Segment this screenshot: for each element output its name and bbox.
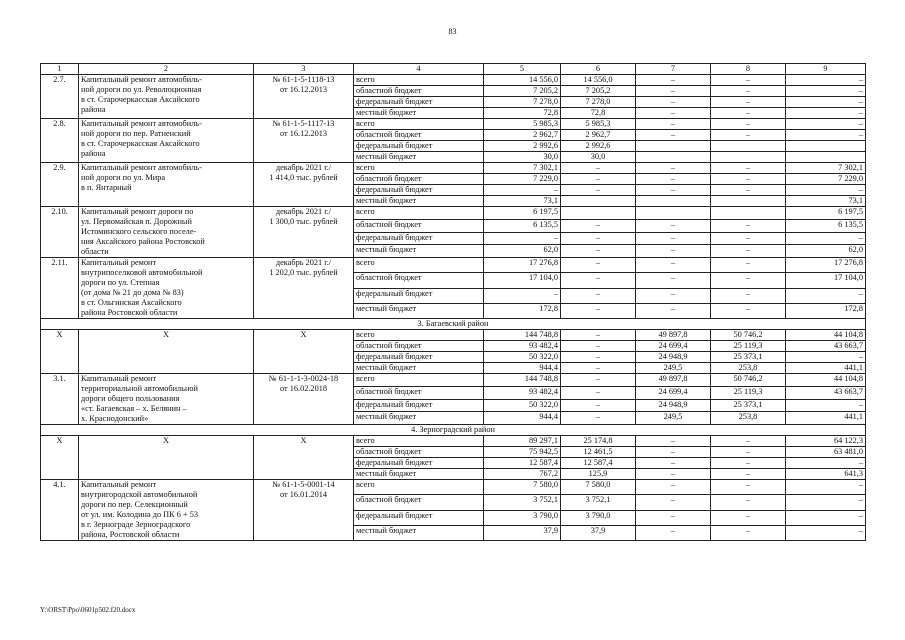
file-path-footer: Y:\ORST\Ppo\0601p502.f20.docx: [40, 606, 136, 614]
amount-cell: –: [636, 185, 711, 196]
amount-cell: –: [561, 399, 636, 412]
table-row: [41, 207, 866, 220]
amount-cell: 25 119,3: [711, 386, 786, 399]
amount-cell: –: [636, 245, 711, 258]
item-name: Капитальный ремонт внутрипоселковой автомобильной дороги по ул. Степная (от дома № 21 до дома № 83) в ст. Ольгинская Аксайского района Ростовской области: [79, 258, 254, 319]
header-row: [41, 64, 866, 75]
column-number: 4: [354, 64, 484, 75]
amount-cell: 24 699,4: [636, 386, 711, 399]
amount-cell: 3 752,1: [561, 495, 636, 510]
amount-cell: 24 948,9: [636, 399, 711, 412]
amount-cell: –: [561, 232, 636, 245]
item-document: Х: [254, 436, 354, 480]
amount-cell: 63 481,0: [786, 447, 866, 458]
amount-cell: 172,8: [786, 303, 866, 318]
funding-source: федеральный бюджет: [354, 185, 484, 196]
amount-cell: 249,5: [636, 363, 711, 374]
amount-cell: –: [561, 341, 636, 352]
amount-cell: 2 962,7: [484, 130, 561, 141]
amount-cell: –: [711, 288, 786, 303]
column-number: 6: [561, 64, 636, 75]
amount-cell: 25 373,1: [711, 352, 786, 363]
amount-cell: 25 174,8: [561, 436, 636, 447]
amount-cell: 5 985,3: [484, 119, 561, 130]
column-number: 2: [79, 64, 254, 75]
funding-source: местный бюджет: [354, 196, 484, 207]
funding-source: областной бюджет: [354, 386, 484, 399]
amount-cell: [636, 207, 711, 220]
funding-source: местный бюджет: [354, 303, 484, 318]
amount-cell: –: [484, 232, 561, 245]
amount-cell: 89 297,1: [484, 436, 561, 447]
section-row: [41, 319, 866, 330]
funding-source: местный бюджет: [354, 108, 484, 119]
funding-source: областной бюджет: [354, 341, 484, 352]
amount-cell: –: [636, 258, 711, 273]
amount-cell: 441,1: [786, 363, 866, 374]
amount-cell: –: [484, 185, 561, 196]
amount-cell: 44 104,8: [786, 374, 866, 387]
amount-cell: 25 119,3: [711, 341, 786, 352]
funding-source: местный бюджет: [354, 525, 484, 540]
amount-cell: 641,3: [786, 469, 866, 480]
amount-cell: 14 556,0: [484, 75, 561, 86]
page-number: 83: [448, 27, 457, 36]
amount-cell: 12 461,5: [561, 447, 636, 458]
funding-source: всего: [354, 436, 484, 447]
amount-cell: –: [636, 480, 711, 495]
amount-cell: 253,8: [711, 363, 786, 374]
amount-cell: 30,0: [561, 152, 636, 163]
amount-cell: [711, 207, 786, 220]
item-name: Капитальный ремонт внутригородской автомобильной дороги по пер. Селекционный от ул. им. Колодина до ПК 6 + 53 в г. Зернограде Зерноградского района, Ростовской области: [79, 480, 254, 541]
amount-cell: 7 580,0: [561, 480, 636, 495]
amount-cell: –: [786, 352, 866, 363]
amount-cell: –: [711, 97, 786, 108]
amount-cell: 7 302,1: [786, 163, 866, 174]
amount-cell: –: [786, 399, 866, 412]
amount-cell: –: [636, 163, 711, 174]
amount-cell: –: [636, 525, 711, 540]
funding-source: местный бюджет: [354, 363, 484, 374]
amount-cell: –: [561, 330, 636, 341]
amount-cell: 17 104,0: [786, 273, 866, 288]
amount-cell: [711, 196, 786, 207]
amount-cell: –: [711, 480, 786, 495]
funding-source: федеральный бюджет: [354, 458, 484, 469]
item-number: 2.8.: [41, 119, 79, 163]
amount-cell: 253,8: [711, 412, 786, 425]
amount-cell: 7 278,0: [561, 97, 636, 108]
item-name: Капитальный ремонт территориальной автомобильной дороги общего пользования «ст. Багаевская – х. Белянин – х. Краснодонский»: [79, 374, 254, 425]
amount-cell: –: [636, 232, 711, 245]
amount-cell: 6 135,5: [786, 219, 866, 232]
amount-cell: –: [711, 232, 786, 245]
amount-cell: 7 278,0: [484, 97, 561, 108]
column-number: 1: [41, 64, 79, 75]
amount-cell: 767,2: [484, 469, 561, 480]
funding-source: федеральный бюджет: [354, 399, 484, 412]
amount-cell: –: [711, 119, 786, 130]
item-number: 4.1.: [41, 480, 79, 541]
amount-cell: –: [636, 510, 711, 525]
amount-cell: –: [636, 130, 711, 141]
column-number: 8: [711, 64, 786, 75]
amount-cell: –: [711, 495, 786, 510]
amount-cell: 44 104,8: [786, 330, 866, 341]
amount-cell: 50 322,0: [484, 399, 561, 412]
amount-cell: –: [711, 510, 786, 525]
amount-cell: 12 587,4: [484, 458, 561, 469]
item-name: Капитальный ремонт автомобиль- ной дороги по ул. Революционная в ст. Старочеркасская Аксайского района: [79, 75, 254, 119]
amount-cell: [636, 196, 711, 207]
item-document: № 61-1-5-0001-14 от 16.01.2014: [254, 480, 354, 541]
item-document: декабрь 2021 г./ 1 202,0 тыс. рублей: [254, 258, 354, 319]
amount-cell: 64 122,3: [786, 436, 866, 447]
amount-cell: –: [786, 510, 866, 525]
amount-cell: 7 302,1: [484, 163, 561, 174]
amount-cell: –: [711, 258, 786, 273]
funding-source: областной бюджет: [354, 273, 484, 288]
amount-cell: 62,0: [786, 245, 866, 258]
amount-cell: 30,0: [484, 152, 561, 163]
amount-cell: 72,8: [561, 108, 636, 119]
amount-cell: 172,8: [484, 303, 561, 318]
amount-cell: –: [711, 525, 786, 540]
amount-cell: 73,1: [786, 196, 866, 207]
amount-cell: –: [786, 130, 866, 141]
amount-cell: 17 104,0: [484, 273, 561, 288]
amount-cell: –: [711, 245, 786, 258]
funding-source: всего: [354, 258, 484, 273]
item-name: Х: [79, 330, 254, 374]
amount-cell: –: [561, 363, 636, 374]
amount-cell: 17 276,8: [786, 258, 866, 273]
item-document: № 61-1-1-3-0024-18 от 16.02.2018: [254, 374, 354, 425]
amount-cell: –: [711, 447, 786, 458]
amount-cell: 43 663,7: [786, 386, 866, 399]
amount-cell: 6 135,5: [484, 219, 561, 232]
funding-source: местный бюджет: [354, 469, 484, 480]
table-row: [41, 75, 866, 86]
amount-cell: –: [786, 97, 866, 108]
funding-source: всего: [354, 119, 484, 130]
amount-cell: –: [636, 447, 711, 458]
funding-source: всего: [354, 75, 484, 86]
amount-cell: 6 197,5: [484, 207, 561, 220]
amount-cell: 50 322,0: [484, 352, 561, 363]
amount-cell: –: [786, 480, 866, 495]
column-number: 7: [636, 64, 711, 75]
amount-cell: –: [561, 352, 636, 363]
amount-cell: 12 587,4: [561, 458, 636, 469]
funding-source: всего: [354, 207, 484, 220]
funding-source: федеральный бюджет: [354, 97, 484, 108]
amount-cell: 2 992,6: [484, 141, 561, 152]
amount-cell: 3 790,0: [484, 510, 561, 525]
funding-source: областной бюджет: [354, 174, 484, 185]
amount-cell: –: [636, 219, 711, 232]
table-row: [41, 163, 866, 174]
amount-cell: 49 897,8: [636, 330, 711, 341]
item-document: декабрь 2021 г./ 1 300,0 тыс. рублей: [254, 207, 354, 258]
funding-source: областной бюджет: [354, 447, 484, 458]
column-number: 3: [254, 64, 354, 75]
item-document: Х: [254, 330, 354, 374]
amount-cell: –: [711, 303, 786, 318]
amount-cell: –: [711, 130, 786, 141]
amount-cell: 37,9: [484, 525, 561, 540]
amount-cell: –: [636, 495, 711, 510]
amount-cell: 144 748,8: [484, 374, 561, 387]
amount-cell: –: [636, 108, 711, 119]
amount-cell: –: [561, 174, 636, 185]
amount-cell: –: [636, 86, 711, 97]
item-name: Капитальный ремонт автомобиль- ной дороги по пер. Ратненский в ст. Старочеркасская Аксайского района: [79, 119, 254, 163]
amount-cell: –: [561, 288, 636, 303]
amount-cell: –: [561, 303, 636, 318]
amount-cell: 14 556,0: [561, 75, 636, 86]
amount-cell: –: [786, 495, 866, 510]
amount-cell: 125,9: [561, 469, 636, 480]
amount-cell: [786, 141, 866, 152]
funding-source: областной бюджет: [354, 130, 484, 141]
amount-cell: 17 276,8: [484, 258, 561, 273]
amount-cell: 7 580,0: [484, 480, 561, 495]
amount-cell: 72,8: [484, 108, 561, 119]
amount-cell: 93 482,4: [484, 341, 561, 352]
amount-cell: 43 663,7: [786, 341, 866, 352]
section-title: 4. Зерноградский район: [41, 425, 866, 436]
amount-cell: –: [636, 273, 711, 288]
amount-cell: 93 482,4: [484, 386, 561, 399]
amount-cell: 75 942,5: [484, 447, 561, 458]
amount-cell: –: [711, 185, 786, 196]
funding-source: всего: [354, 163, 484, 174]
amount-cell: –: [786, 458, 866, 469]
column-number: 5: [484, 64, 561, 75]
funding-source: федеральный бюджет: [354, 288, 484, 303]
item-number: Х: [41, 436, 79, 480]
item-number: 3.1.: [41, 374, 79, 425]
amount-cell: –: [786, 288, 866, 303]
amount-cell: [786, 152, 866, 163]
amount-cell: –: [786, 119, 866, 130]
amount-cell: 62,0: [484, 245, 561, 258]
funding-source: федеральный бюджет: [354, 141, 484, 152]
table-row: [41, 374, 866, 387]
amount-cell: –: [711, 219, 786, 232]
amount-cell: 25 373,1: [711, 399, 786, 412]
amount-cell: –: [636, 174, 711, 185]
amount-cell: –: [561, 245, 636, 258]
amount-cell: –: [636, 119, 711, 130]
column-number: 9: [786, 64, 866, 75]
amount-cell: 24 948,9: [636, 352, 711, 363]
amount-cell: –: [786, 108, 866, 119]
amount-cell: –: [636, 75, 711, 86]
item-document: декабрь 2021 г./ 1 414,0 тыс. рублей: [254, 163, 354, 207]
funding-source: всего: [354, 374, 484, 387]
amount-cell: –: [711, 469, 786, 480]
item-number: 2.10.: [41, 207, 79, 258]
amount-cell: –: [484, 288, 561, 303]
section-title: 3. Багаевский район: [41, 319, 866, 330]
amount-cell: 24 699,4: [636, 341, 711, 352]
funding-source: областной бюджет: [354, 495, 484, 510]
amount-cell: –: [561, 163, 636, 174]
item-number: 2.9.: [41, 163, 79, 207]
amount-cell: –: [786, 86, 866, 97]
amount-cell: –: [636, 288, 711, 303]
amount-cell: –: [711, 174, 786, 185]
funding-source: местный бюджет: [354, 152, 484, 163]
funding-source: областной бюджет: [354, 86, 484, 97]
amount-cell: 249,5: [636, 412, 711, 425]
amount-cell: –: [636, 469, 711, 480]
amount-cell: –: [561, 412, 636, 425]
amount-cell: –: [786, 185, 866, 196]
amount-cell: 944,4: [484, 412, 561, 425]
funding-source: федеральный бюджет: [354, 232, 484, 245]
item-document: № 61-1-5-1117-13 от 16.12.2013: [254, 119, 354, 163]
amount-cell: –: [636, 97, 711, 108]
amount-cell: 50 746,2: [711, 330, 786, 341]
amount-cell: [711, 152, 786, 163]
section-row: [41, 425, 866, 436]
amount-cell: 7 205,2: [484, 86, 561, 97]
amount-cell: 50 746,2: [711, 374, 786, 387]
amount-cell: 2 992,6: [561, 141, 636, 152]
amount-cell: 5 985,3: [561, 119, 636, 130]
amount-cell: 37,9: [561, 525, 636, 540]
item-number: 2.11.: [41, 258, 79, 319]
item-name: Капитальный ремонт дороги по ул. Первомайская п. Дорожный Истоминского сельского поселе- ния Аксайского района Ростовской области: [79, 207, 254, 258]
amount-cell: –: [711, 108, 786, 119]
funding-source: федеральный бюджет: [354, 510, 484, 525]
amount-cell: –: [561, 258, 636, 273]
amount-cell: –: [561, 374, 636, 387]
amount-cell: 3 752,1: [484, 495, 561, 510]
table-row: [41, 436, 866, 447]
funding-source: федеральный бюджет: [354, 352, 484, 363]
amount-cell: –: [561, 386, 636, 399]
amount-cell: –: [636, 303, 711, 318]
amount-cell: –: [786, 525, 866, 540]
amount-cell: 3 790,0: [561, 510, 636, 525]
amount-cell: [711, 141, 786, 152]
amount-cell: [561, 207, 636, 220]
amount-cell: –: [711, 75, 786, 86]
item-name: Капитальный ремонт автомобиль- ной дороги по ул. Мира в п. Янтарный: [79, 163, 254, 207]
amount-cell: –: [711, 436, 786, 447]
funding-source: областной бюджет: [354, 219, 484, 232]
amount-cell: –: [636, 458, 711, 469]
amount-cell: 7 229,0: [786, 174, 866, 185]
amount-cell: –: [561, 185, 636, 196]
amount-cell: –: [561, 219, 636, 232]
amount-cell: [636, 152, 711, 163]
table-row: [41, 480, 866, 495]
amount-cell: [636, 141, 711, 152]
item-number: 2.7.: [41, 75, 79, 119]
funding-source: местный бюджет: [354, 245, 484, 258]
table-row: [41, 258, 866, 273]
amount-cell: 2 962,7: [561, 130, 636, 141]
amount-cell: –: [711, 86, 786, 97]
amount-cell: 6 197,5: [786, 207, 866, 220]
amount-cell: 49 897,8: [636, 374, 711, 387]
funding-source: всего: [354, 480, 484, 495]
amount-cell: –: [711, 163, 786, 174]
amount-cell: [561, 196, 636, 207]
funding-source: местный бюджет: [354, 412, 484, 425]
amount-cell: 944,4: [484, 363, 561, 374]
amount-cell: –: [561, 273, 636, 288]
table-row: [41, 119, 866, 130]
budget-table: [40, 63, 866, 541]
amount-cell: 73,1: [484, 196, 561, 207]
amount-cell: 144 748,8: [484, 330, 561, 341]
item-document: № 61-1-5-1118-13 от 16.12.2013: [254, 75, 354, 119]
amount-cell: –: [711, 273, 786, 288]
amount-cell: –: [636, 436, 711, 447]
amount-cell: 7 229,0: [484, 174, 561, 185]
funding-source: всего: [354, 330, 484, 341]
table-row: [41, 330, 866, 341]
amount-cell: 7 205,2: [561, 86, 636, 97]
item-number: Х: [41, 330, 79, 374]
amount-cell: –: [711, 458, 786, 469]
item-name: Х: [79, 436, 254, 480]
amount-cell: 441,1: [786, 412, 866, 425]
amount-cell: –: [786, 232, 866, 245]
amount-cell: –: [786, 75, 866, 86]
